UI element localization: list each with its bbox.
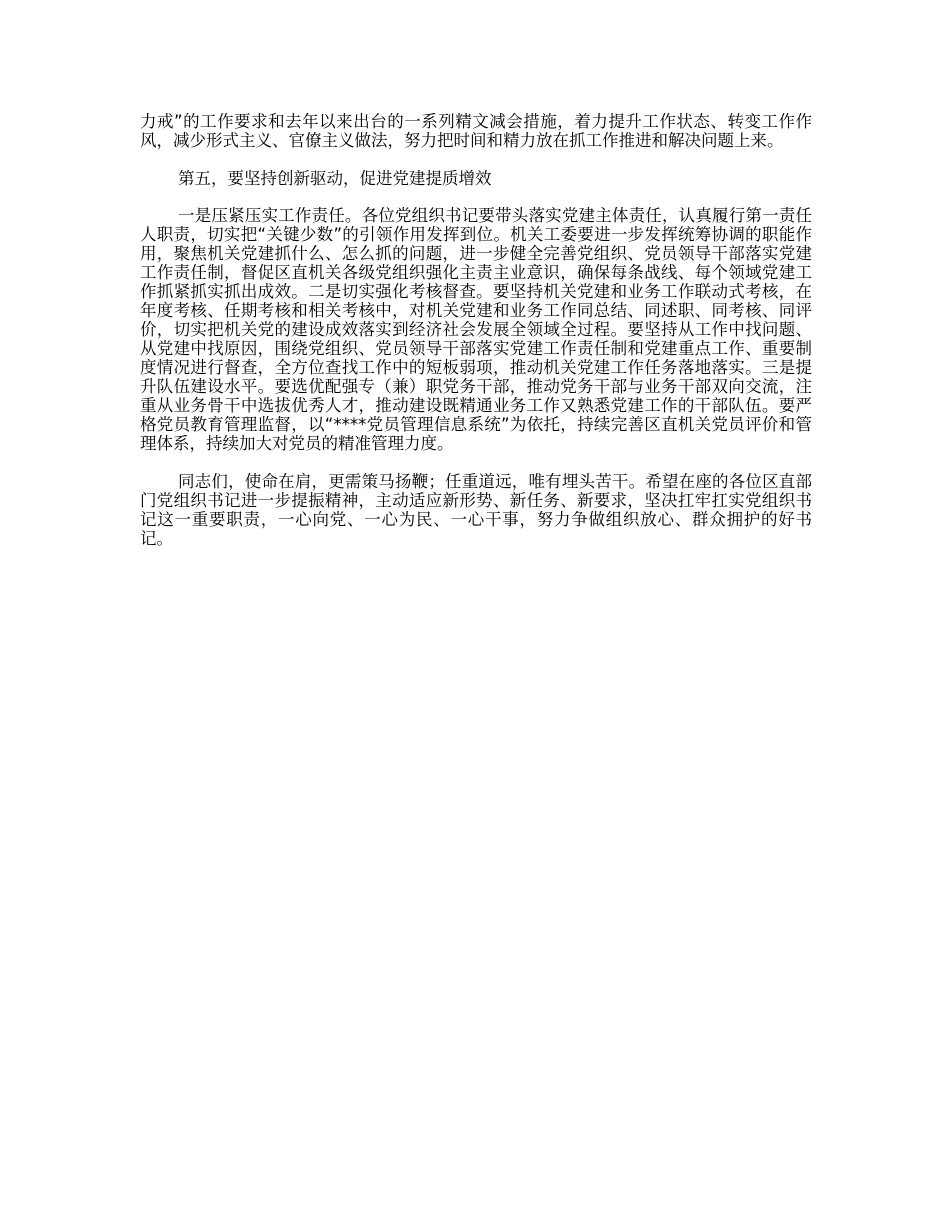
paragraph-measures: 一是压紧压实工作责任。各位党组织书记要带头落实党建主体责任，认真履行第一责任人职责，切实把“关键少数”的引领作用发挥到位。机关工委要进一步发挥统筹协调的职能作用，聚焦机关党建抓什么、怎么抓的问题，进一步健全完善党组织、党员领导干部落实党建工作责任制，督促区直机关各级党组织强化主责主业意识，确保每条战线、每个领域党建工作抓紧抓实抓出成效。二是切实强化考核督查。要坚持机关党建和业务工作联动式考核，在年度考核、任期考核和相关考核中，对机关党建和业务工作同总结、同述职、同考核、同评价，切实把机关党的建设成效落实到经济社会发展全领域全过程。要坚持从工作中找问题、从党建中找原因，围绕党组织、党员领导干部落实党建工作责任制和党建重点工作、重要制度情况进行督查，全方位查找工作中的短板弱项，推动机关党建工作任务落地落实。三是提升队伍建设水平。要选优配强专（兼）职党务干部，推动党务干部与业务干部双向交流，注重从业务骨干中选拔优秀人才，推动建设既精通业务工作又熟悉党建工作的干部队伍。要严格党员教育管理监督，以“****党员管理信息系统”为依托，持续完善区直机关党员评价和管理体系，持续加大对党员的精准管理力度。 (140, 206, 812, 453)
section-heading-fifth: 第五，要坚持创新驱动，促进党建提质增效 (178, 169, 492, 188)
paragraph-closing: 同志们，使命在肩，更需策马扬鞭；任重道远，唯有埋头苦干。希望在座的各位区直部门党组织书记进一步提振精神，主动适应新形势、新任务、新要求，坚决扛牢扛实党组织书记这一重要职责，一心向党、一心为民、一心干事，努力争做组织放心、群众拥护的好书记。 (140, 472, 812, 548)
document-body (140, 112, 812, 548)
paragraph-continuation: 力戒”的工作要求和去年以来出台的一系列精文减会措施，着力提升工作状态、转变工作作风，减少形式主义、官僚主义做法，努力把时间和精力放在抓工作推进和解决问题上来。 (140, 112, 812, 150)
